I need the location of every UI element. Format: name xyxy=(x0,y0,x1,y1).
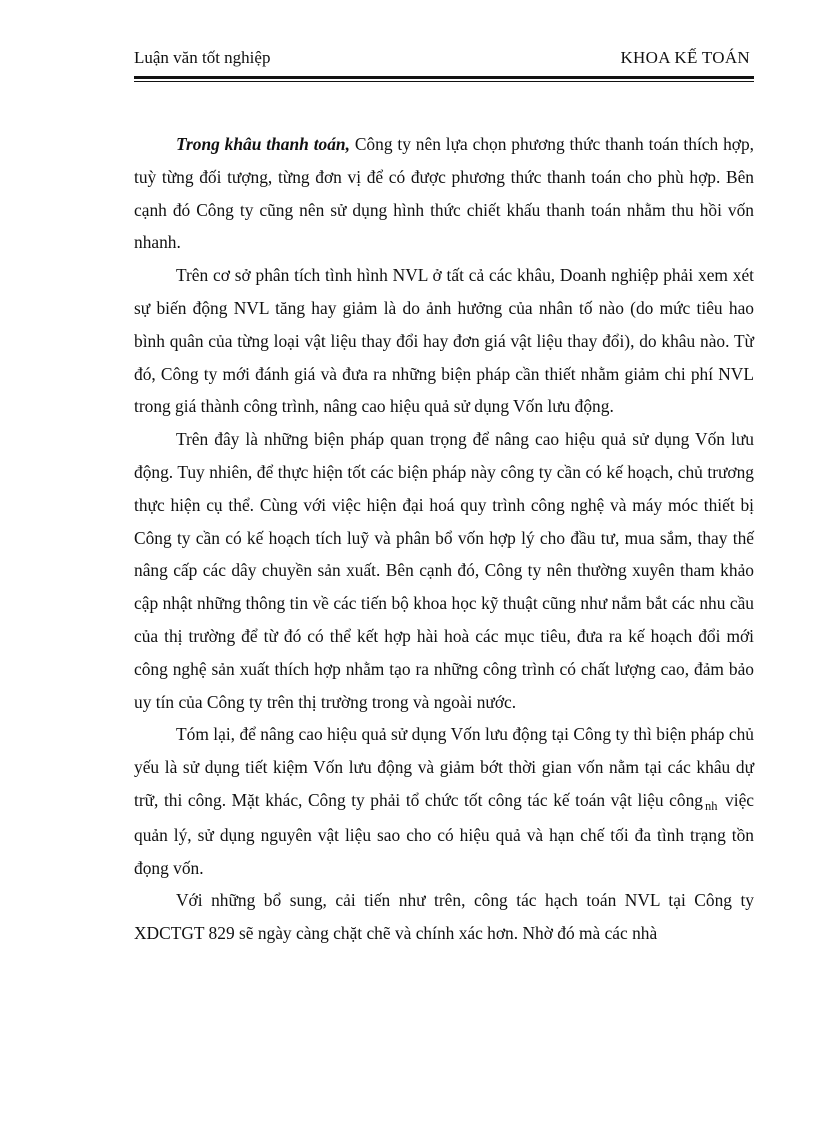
page-header xyxy=(134,48,750,74)
paragraph-lead: Trong khâu thanh toán, xyxy=(176,134,350,154)
header-rule-thin xyxy=(134,81,754,82)
subscript-fragment: nh xyxy=(704,798,718,813)
paragraph-payment xyxy=(134,128,754,259)
paragraph-conclusion: Với những bổ sung, cải tiến như trên, công tác hạch toán NVL tại Công ty XDCTGT 829 sẽ ngày càng chặt chẽ và chính xác hơn. Nhờ đó mà các nhà xyxy=(134,890,754,944)
paragraph-text: Tóm lại, để nâng cao hiệu quả sử dụng Vốn lưu động tại Công ty thì biện pháp chủ yếu là sử dụng tiết kiệm Vốn lưu động và giảm bớt thời gian vốn nằm tại các khâu dự trữ, thi công. Mặt khác, Công ty phải tổ chức tốt công tác kế toán vật liệu công xyxy=(134,724,754,810)
header-thesis-title: Luận văn tốt nghiệp xyxy=(134,48,271,67)
paragraph-summary xyxy=(134,718,754,884)
paragraph-text: việc quản lý, sử dụng nguyên vật liệu sao cho có hiệu quả và hạn chế tối đa tình trạng tồn đọng vốn. xyxy=(134,789,755,878)
paragraph-text: Công ty nên lựa chọn phương thức thanh toán thích hợp, tuỳ từng đối tượng, từng đơn vị để có được phương thức thanh toán cho phù hợp. Bên cạnh đó Công ty cũng nên sử dụng hình thức chiết khấu thanh toán nhằm thu hồi vốn nhanh. xyxy=(134,134,754,253)
paragraph-measures: Trên đây là những biện pháp quan trọng để nâng cao hiệu quả sử dụng Vốn lưu động. Tuy nhiên, để thực hiện tốt các biện pháp này công ty cần có kế hoạch, chủ trương thực hiện cụ thể. Cùng với việc hiện đại hoá quy trình công nghệ và máy móc thiết bị Công ty cần có kế hoạch tích luỹ và phân bổ vốn hợp lý cho đầu tư, mua sắm, thay thế nâng cấp các dây chuyền sản xuất. Bên cạnh đó, Công ty nên thường xuyên tham khảo cập nhật những thông tin về các tiến bộ khoa học kỹ thuật cũng như nắm bắt các nhu cầu của thị trường để từ đó có thể kết hợp hài hoà các mục tiêu, đưa ra kế hoạch đổi mới công nghệ sản xuất thích hợp nhằm tạo ra những công trình có chất lượng cao, đảm bảo uy tín của Công ty trên thị trường trong và ngoài nước. xyxy=(134,429,754,712)
paragraph-analysis: Trên cơ sở phân tích tình hình NVL ở tất cả các khâu, Doanh nghiệp phải xem xét sự biến động NVL tăng hay giảm là do ảnh hưởng của nhân tố nào (do mức tiêu hao bình quân của từng loại vật liệu thay đổi hay đơn giá vật liệu thay đổi), do khâu nào. Từ đó, Công ty mới đánh giá và đưa ra những biện pháp cần thiết nhằm giảm chi phí NVL trong giá thành công trình, nâng cao hiệu quả sử dụng Vốn lưu động. xyxy=(134,265,754,417)
header-rule-thick xyxy=(134,76,754,79)
document-body xyxy=(134,128,754,950)
header-department: KHOA KẾ TOÁN xyxy=(620,48,750,67)
